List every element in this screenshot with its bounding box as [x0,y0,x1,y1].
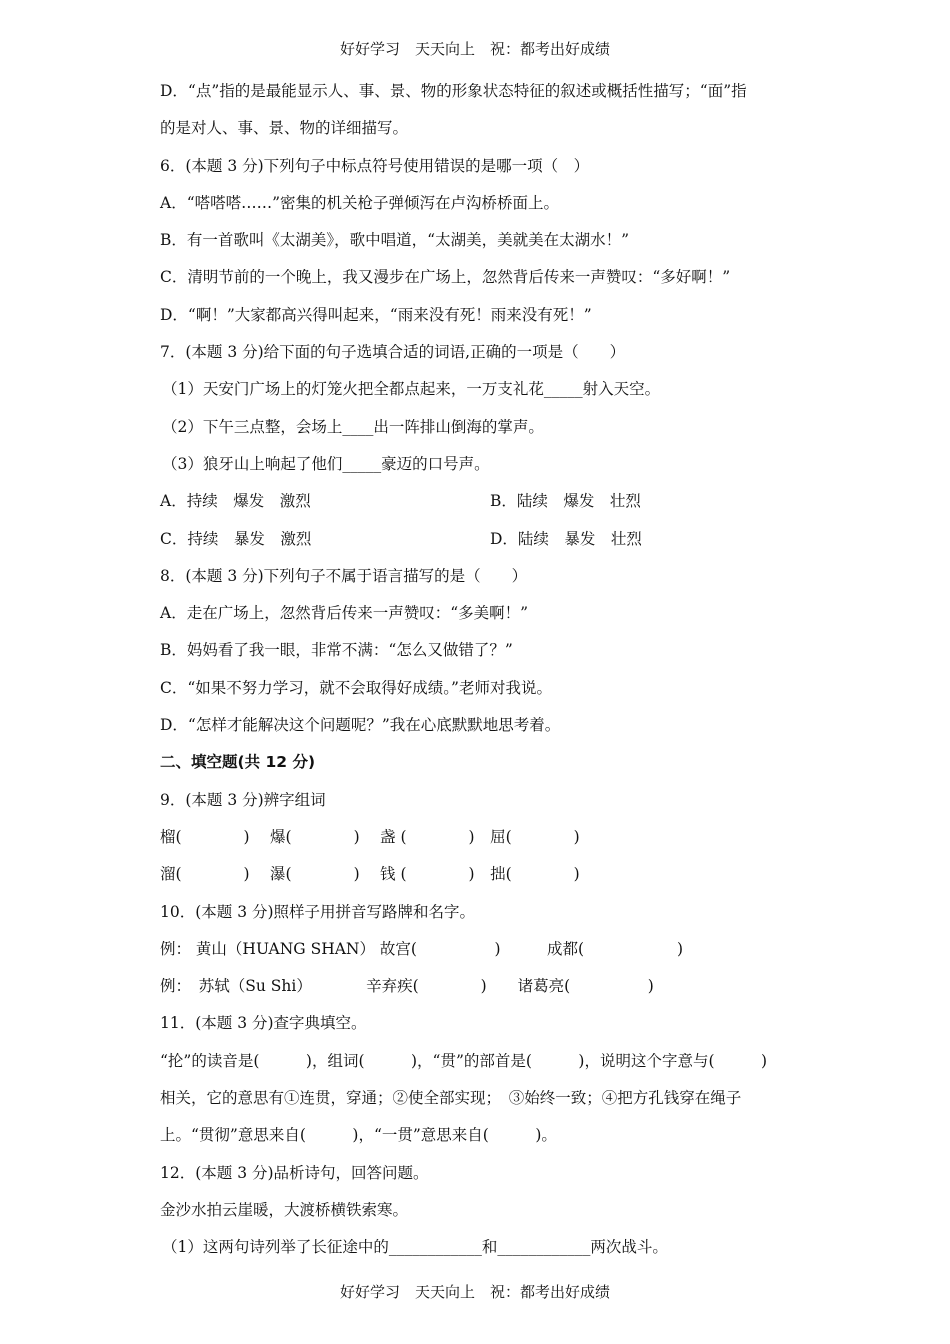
question-9: 9．(本题 3 分)辨字组词 [160,790,326,809]
section-heading: 二、填空题(共 12 分) [160,753,316,772]
question-6: 6．(本题 3 分)下列句子中标点符号使用错误的是哪一项（ ） [160,156,590,175]
option-b: B．妈妈看了我一眼，非常不满：“怎么又做错了？” [160,641,513,660]
text-line: D．“点”指的是最能显示人、事、景、物的形象状态特征的叙述或概括性描写；“面”指 [160,82,747,100]
pinyin-example-row: 例： 黄山（HUANG SHAN） 故宫( ) 成都( ) [160,939,684,958]
question-12: 12．(本题 3 分)品析诗句，回答问题。 [160,1163,429,1182]
text-line: 的是对人、事、景、物的详细描写。 [160,119,409,138]
sub-item: （1）这两句诗列举了长征途中的____________和____________两次战斗。 [162,1238,668,1257]
option-d: D．“啊！”大家都高兴得叫起来，“雨来没有死！雨来没有死！” [160,305,592,324]
page-footer: 好好学习 天天向上 祝：都考出好成绩 [339,1283,610,1301]
q7-options-row [160,526,800,563]
q7-options-row [160,488,800,525]
text-line: “抡”的读音是( )，组词( )，“贯”的部首是( )，说明这个字意与( ) [160,1051,768,1070]
poem-line: 金沙水拍云崖暖，大渡桥横铁索寒。 [160,1200,409,1219]
option-a: A．持续 爆发 激烈 [160,492,311,511]
sub-item: （1）天安门广场上的灯笼火把全都点起来，一万支礼花_____射入天空。 [162,380,661,399]
sub-item: （3）狼牙山上响起了他们_____豪迈的口号声。 [162,454,490,473]
question-11: 11．(本题 3 分)查字典填空。 [160,1014,367,1033]
option-b: B．有一首歌叫《太湖美》，歌中唱道，“太湖美，美就美在太湖水！” [160,231,629,250]
text-line: 相关，它的意思有①连贯，穿通；②使全部实现； ③始终一致；④把方孔钱穿在绳子 [160,1089,742,1108]
text-line: 上。“贯彻”意思来自( )，“一贯”意思来自( )。 [160,1126,557,1145]
option-c: C．“如果不努力学习，就不会取得好成绩。”老师对我说。 [160,678,552,697]
word-blanks-row: 溜( ) 瀑( ) 钱 ( ) 拙( ) [160,865,580,884]
question-7: 7．(本题 3 分)给下面的句子选填合适的词语,正确的一项是（ ） [160,343,626,362]
option-c: C．持续 暴发 激烈 [160,529,312,548]
word-blanks-row: 榴( ) 爆( ) 盏 ( ) 屈( ) [160,827,580,846]
option-a: A．“嗒嗒嗒……”密集的机关枪子弹倾泻在卢沟桥桥面上。 [160,193,560,212]
sub-item: （2）下午三点整，会场上____出一阵排山倒海的掌声。 [162,417,544,436]
document-body [160,78,800,1272]
question-8: 8．(本题 3 分)下列句子不属于语言描写的是（ ） [160,566,528,585]
option-a: A．走在广场上，忽然背后传来一声赞叹：“多美啊！” [160,604,529,623]
option-d: D．“怎样才能解决这个问题呢？”我在心底默默地思考着。 [160,716,561,735]
pinyin-example-row: 例： 苏轼（Su Shi） 辛弃疾( ) 诸葛亮( ) [160,977,654,996]
option-c: C．清明节前的一个晚上，我又漫步在广场上，忽然背后传来一声赞叹：“多好啊！” [160,268,731,287]
option-d: D．陆续 暴发 壮烈 [490,529,642,548]
question-10: 10．(本题 3 分)照样子用拼音写路牌和名字。 [160,902,476,921]
option-b: B．陆续 爆发 壮烈 [490,492,641,511]
page-header: 好好学习 天天向上 祝：都考出好成绩 [339,40,610,58]
